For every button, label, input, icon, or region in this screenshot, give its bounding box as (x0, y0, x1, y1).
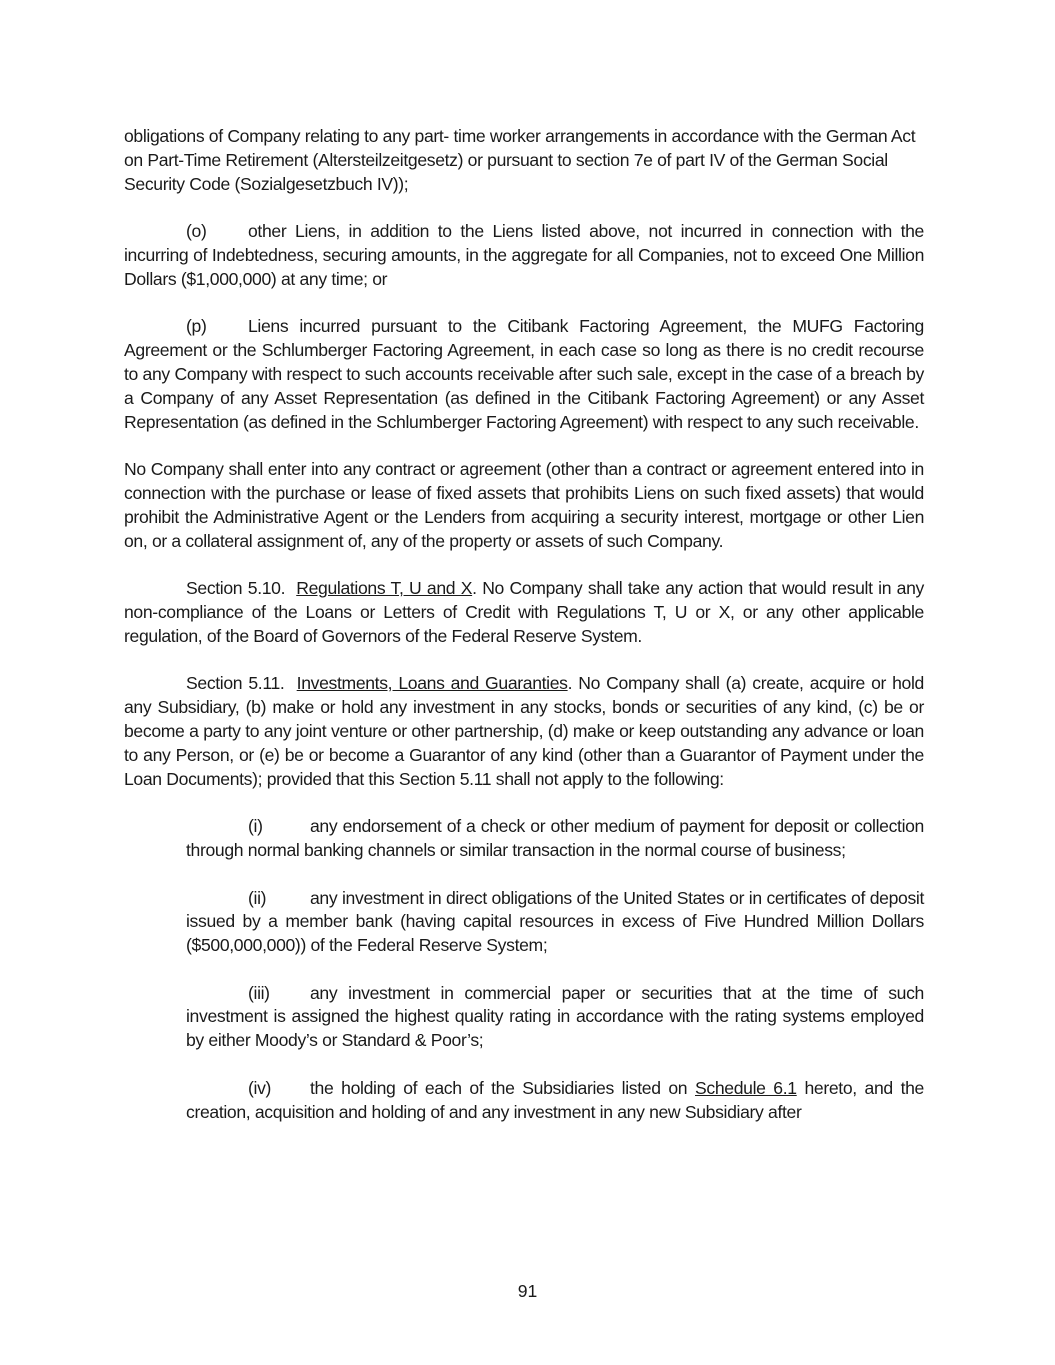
section-5-10 (124, 577, 924, 648)
section-5-11-heading: Investments, Loans and Guaranties (296, 673, 568, 694)
exceptions-list (186, 815, 924, 1124)
list-item (186, 982, 924, 1053)
clause-o-label: (o) (186, 221, 207, 242)
document-body (124, 125, 924, 1148)
negative-pledge-paragraph: No Company shall enter into any contract or agreement (other than a contract or agreement entered into in connection with the purchase or lease of fixed assets that prohibits Liens on such fixed assets) that would prohibit the Administrative Agent or the Lenders from acquiring a security interest, mortgage or other Lien on, or a collateral assignment of, any of the property or assets of such Company. (124, 459, 924, 551)
section-5-11 (124, 672, 924, 791)
page-number: 91 (517, 1281, 538, 1301)
continuation-paragraph: obligations of Company relating to any part- time worker arrangements in accordance with the German Act on Part-Time Retirement (Altersteilzeitgesetz) or pursuant to section 7e of part IV of the German Social Security Code (Sozialgesetzbuch IV)); (124, 126, 916, 194)
list-item (186, 887, 924, 958)
clause-p-text: Liens incurred pursuant to the Citibank Factoring Agreement, the MUFG Factoring Agreement or the Schlumberger Factoring Agreement, in each case so long as there is no credit recourse to any Company with respect to such accounts receivable after such sale, except in the case of a breach by a Company of any Asset Representation (as defined in the Citibank Factoring Agreement) or any Asset Representation (as defined in the Schlumberger Factoring Agreement) with respect to any such receivable. (124, 316, 924, 432)
clause-o-text: other Liens, in addition to the Liens listed above, not incurred in connection with the incurring of Indebtedness, securing amounts, in the aggregate for all Companies, not to exceed One Million Dollars ($1,000,000) at any time; or (124, 221, 924, 289)
item-i-label: (i) (248, 816, 263, 837)
item-ii-label: (ii) (248, 887, 267, 908)
item-iv-text-after: hereto, and the creation, acquisition and holding of and any investment in any new Subsidiary after (186, 1077, 924, 1122)
section-5-10-number: Section 5.10. (186, 578, 286, 599)
item-iv-label: (iv) (248, 1077, 272, 1098)
clause-o (124, 220, 924, 291)
item-i-text: any endorsement of a check or other medium of payment for deposit or collection through normal banking channels or similar transaction in the normal course of business; (186, 816, 924, 860)
section-5-11-text: . No Company shall (a) create, acquire or hold any Subsidiary, (b) make or hold any investment in any stocks, bonds or securities of any kind, (c) be or become a party to any joint venture or other partnership, (d) make or keep outstanding any advance or loan to any Person, or (e) be or become a Guarantor of any kind (other than a Guarantor of Payment under the Loan Documents); provided that this Section 5.11 shall not apply to the following: (124, 673, 924, 789)
section-5-10-heading: Regulations T, U and X (296, 578, 473, 599)
clause-p (124, 315, 924, 434)
clause-p-label: (p) (186, 316, 207, 337)
schedule-6-1-reference: Schedule 6.1 (695, 1077, 797, 1098)
item-iii-text: any investment in commercial paper or securities that at the time of such investment is assigned the highest quality rating in accordance with the rating systems employed by either Moody’s or Standard & Poor’s; (186, 982, 924, 1051)
list-item (186, 815, 924, 863)
section-5-11-number: Section 5.11. (186, 673, 285, 694)
item-ii-text: any investment in direct obligations of the United States or in certificates of deposit issued by a member bank (having capital resources in excess of Five Hundred Million Dollars ($500,000,000)) of the Federal Reserve System; (186, 887, 924, 956)
item-iv-text-before: the holding of each of the Subsidiaries listed on (310, 1077, 695, 1098)
section-5-10-text: . No Company shall take any action that would result in any non-compliance of the Loans or Letters of Credit with Regulations T, U or X, or any other applicable regulation, of the Board of Governors of the Federal Reserve System. (124, 578, 924, 646)
list-item (186, 1077, 924, 1125)
item-iii-label: (iii) (248, 982, 270, 1003)
